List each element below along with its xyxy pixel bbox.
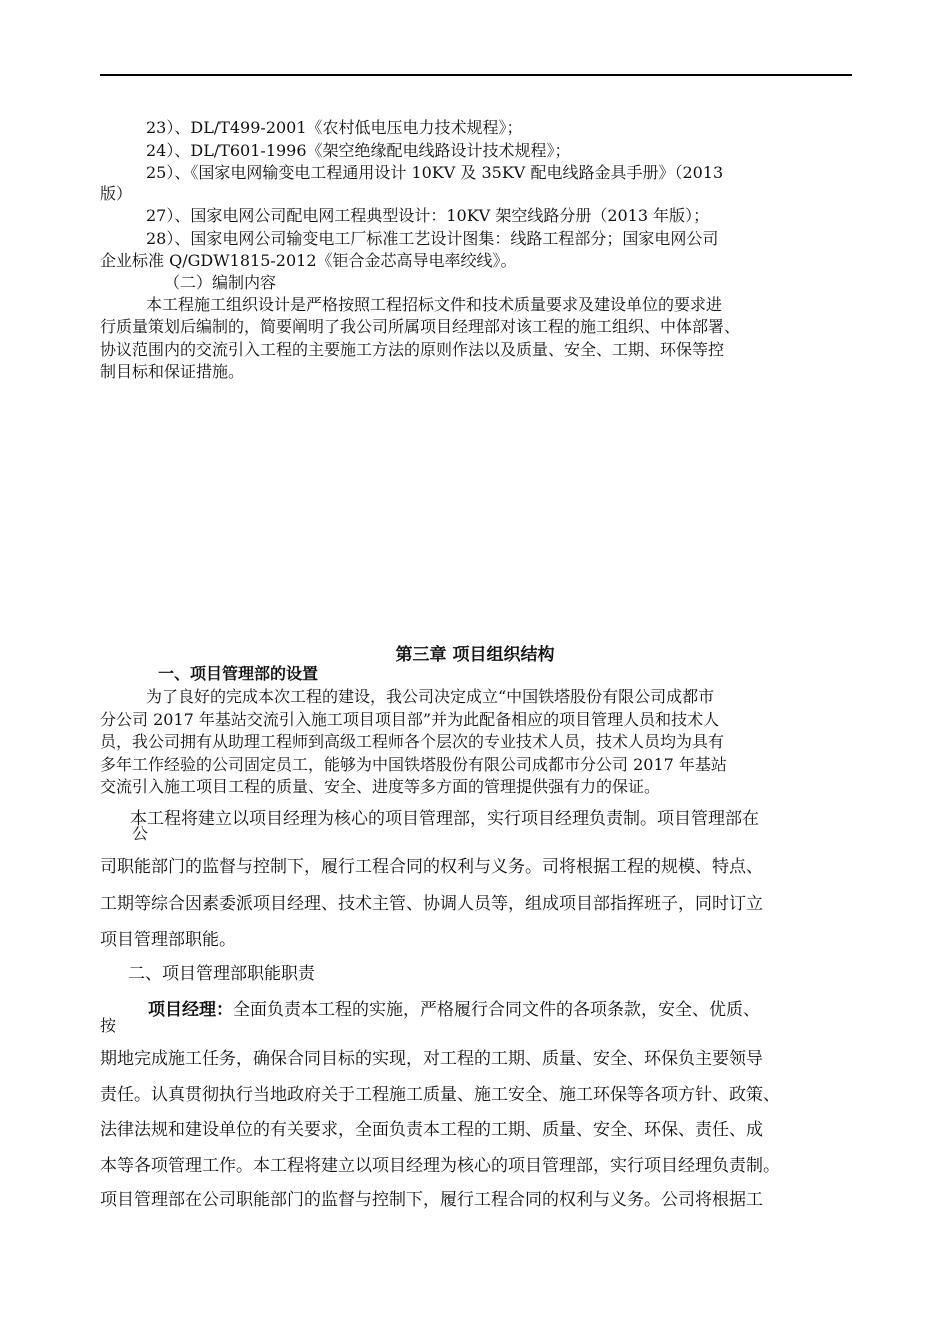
ref-27: 27）、国家电网公司配电网工程典型设计：10KV 架空线路分册（2013 年版）；: [146, 206, 710, 225]
pm-line-6: 项目管理部在公司职能部门的监督与控制下，履行工程合同的权利与义务。公司将根据工: [100, 1190, 763, 1210]
ref-25-wrap: 版）: [100, 184, 133, 203]
pm-line-4: 法律法规和建设单位的有关要求，全面负责本工程的工期、质量、安全、环保、责任、成: [100, 1120, 763, 1140]
ref-28-wrap: 企业标准 Q/GDW1815-2012《钜合金芯高导电率绞线》。: [100, 251, 517, 270]
chapter-title: 第三章 项目组织结构: [395, 645, 555, 665]
pm-line-1: [148, 999, 760, 1021]
header-rule: [100, 74, 852, 76]
sub1-line-2: 分公司 2017 年基站交流引入施工项目项目部”并为此配备相应的项目管理人员和技术人: [100, 710, 720, 729]
para2-line-4: 项目管理部职能。: [100, 930, 236, 950]
sub1-line-1: 为了良好的完成本次工程的建设，我公司决定成立“中国铁塔股份有限公司成都市: [146, 687, 715, 706]
sub2-title: 二、项目管理部职能职责: [128, 964, 315, 984]
pm-line-2: 期地完成施工任务，确保合同目标的实现，对工程的工期、质量、安全、环保负主要领导: [100, 1049, 763, 1069]
sub1-title: 一、项目管理部的设置: [158, 664, 319, 683]
pm-line-5: 本等各项管理工作。本工程将建立以项目经理为核心的项目管理部，实行项目经理负责制。: [100, 1156, 780, 1176]
pm-wrap-char: 按: [100, 1016, 117, 1035]
ref-28: 28）、国家电网公司输变电工厂标准工艺设计图集：线路工程部分；国家电网公司: [146, 229, 719, 248]
para2-line-1: 本工程将建立以项目经理为核心的项目管理部，实行项目经理负责制。项目管理部在: [130, 809, 759, 829]
ref-24: 24）、DL/T601-1996《架空绝缘配电线路设计技术规程》；: [146, 141, 571, 160]
pm-line-3: 责任。认真贯彻执行当地政府关于工程施工质量、施工安全、施工环保等各项方针、政策、: [100, 1085, 780, 1105]
section2-line-1: 本工程施工组织设计是严格按照工程招标文件和技术质量要求及建设单位的要求进: [146, 295, 723, 314]
para2-wrap-char: 公: [132, 824, 149, 843]
para2-line-2: 司职能部门的监督与控制下，履行工程合同的权利与义务。司将根据工程的规模、特点、: [100, 857, 763, 877]
section2-line-4: 制目标和保证措施。: [100, 362, 245, 381]
ref-23: 23）、DL/T499-2001《农村低电压电力技术规程》；: [146, 118, 523, 137]
section2-title: （二）编制内容: [164, 273, 277, 292]
section2-line-2: 行质量策划后编制的，简要阐明了我公司所属项目经理部对该工程的施工组织、中体部署、: [100, 317, 741, 336]
para2-line-3: 工期等综合因素委派项目经理、技术主管、协调人员等，组成项目部指挥班子，同时订立: [100, 894, 763, 914]
pm-first-text: 全面负责本工程的实施，严格履行合同文件的各项条款，安全、优质、: [233, 1000, 760, 1020]
sub1-line-4: 多年工作经验的公司固定员工，能够为中国铁塔股份有限公司成都市分公司 2017 年基站: [100, 755, 727, 774]
ref-25: 25）、《国家电网输变电工程通用设计 10KV 及 35KV 配电线路金具手册》（2013: [146, 163, 724, 182]
pm-label: 项目经理：: [148, 1000, 233, 1020]
sub1-line-5: 交流引入施工项目工程的质量、安全、进度等多方面的管理提供强有力的保证。: [100, 777, 661, 796]
section2-line-3: 协议范围内的交流引入工程的主要施工方法的原则作法以及质量、安全、工期、环保等控: [100, 340, 725, 359]
sub1-line-3: 员，我公司拥有从助理工程师到高级工程师各个层次的专业技术人员，技术人员均为具有: [100, 732, 725, 751]
